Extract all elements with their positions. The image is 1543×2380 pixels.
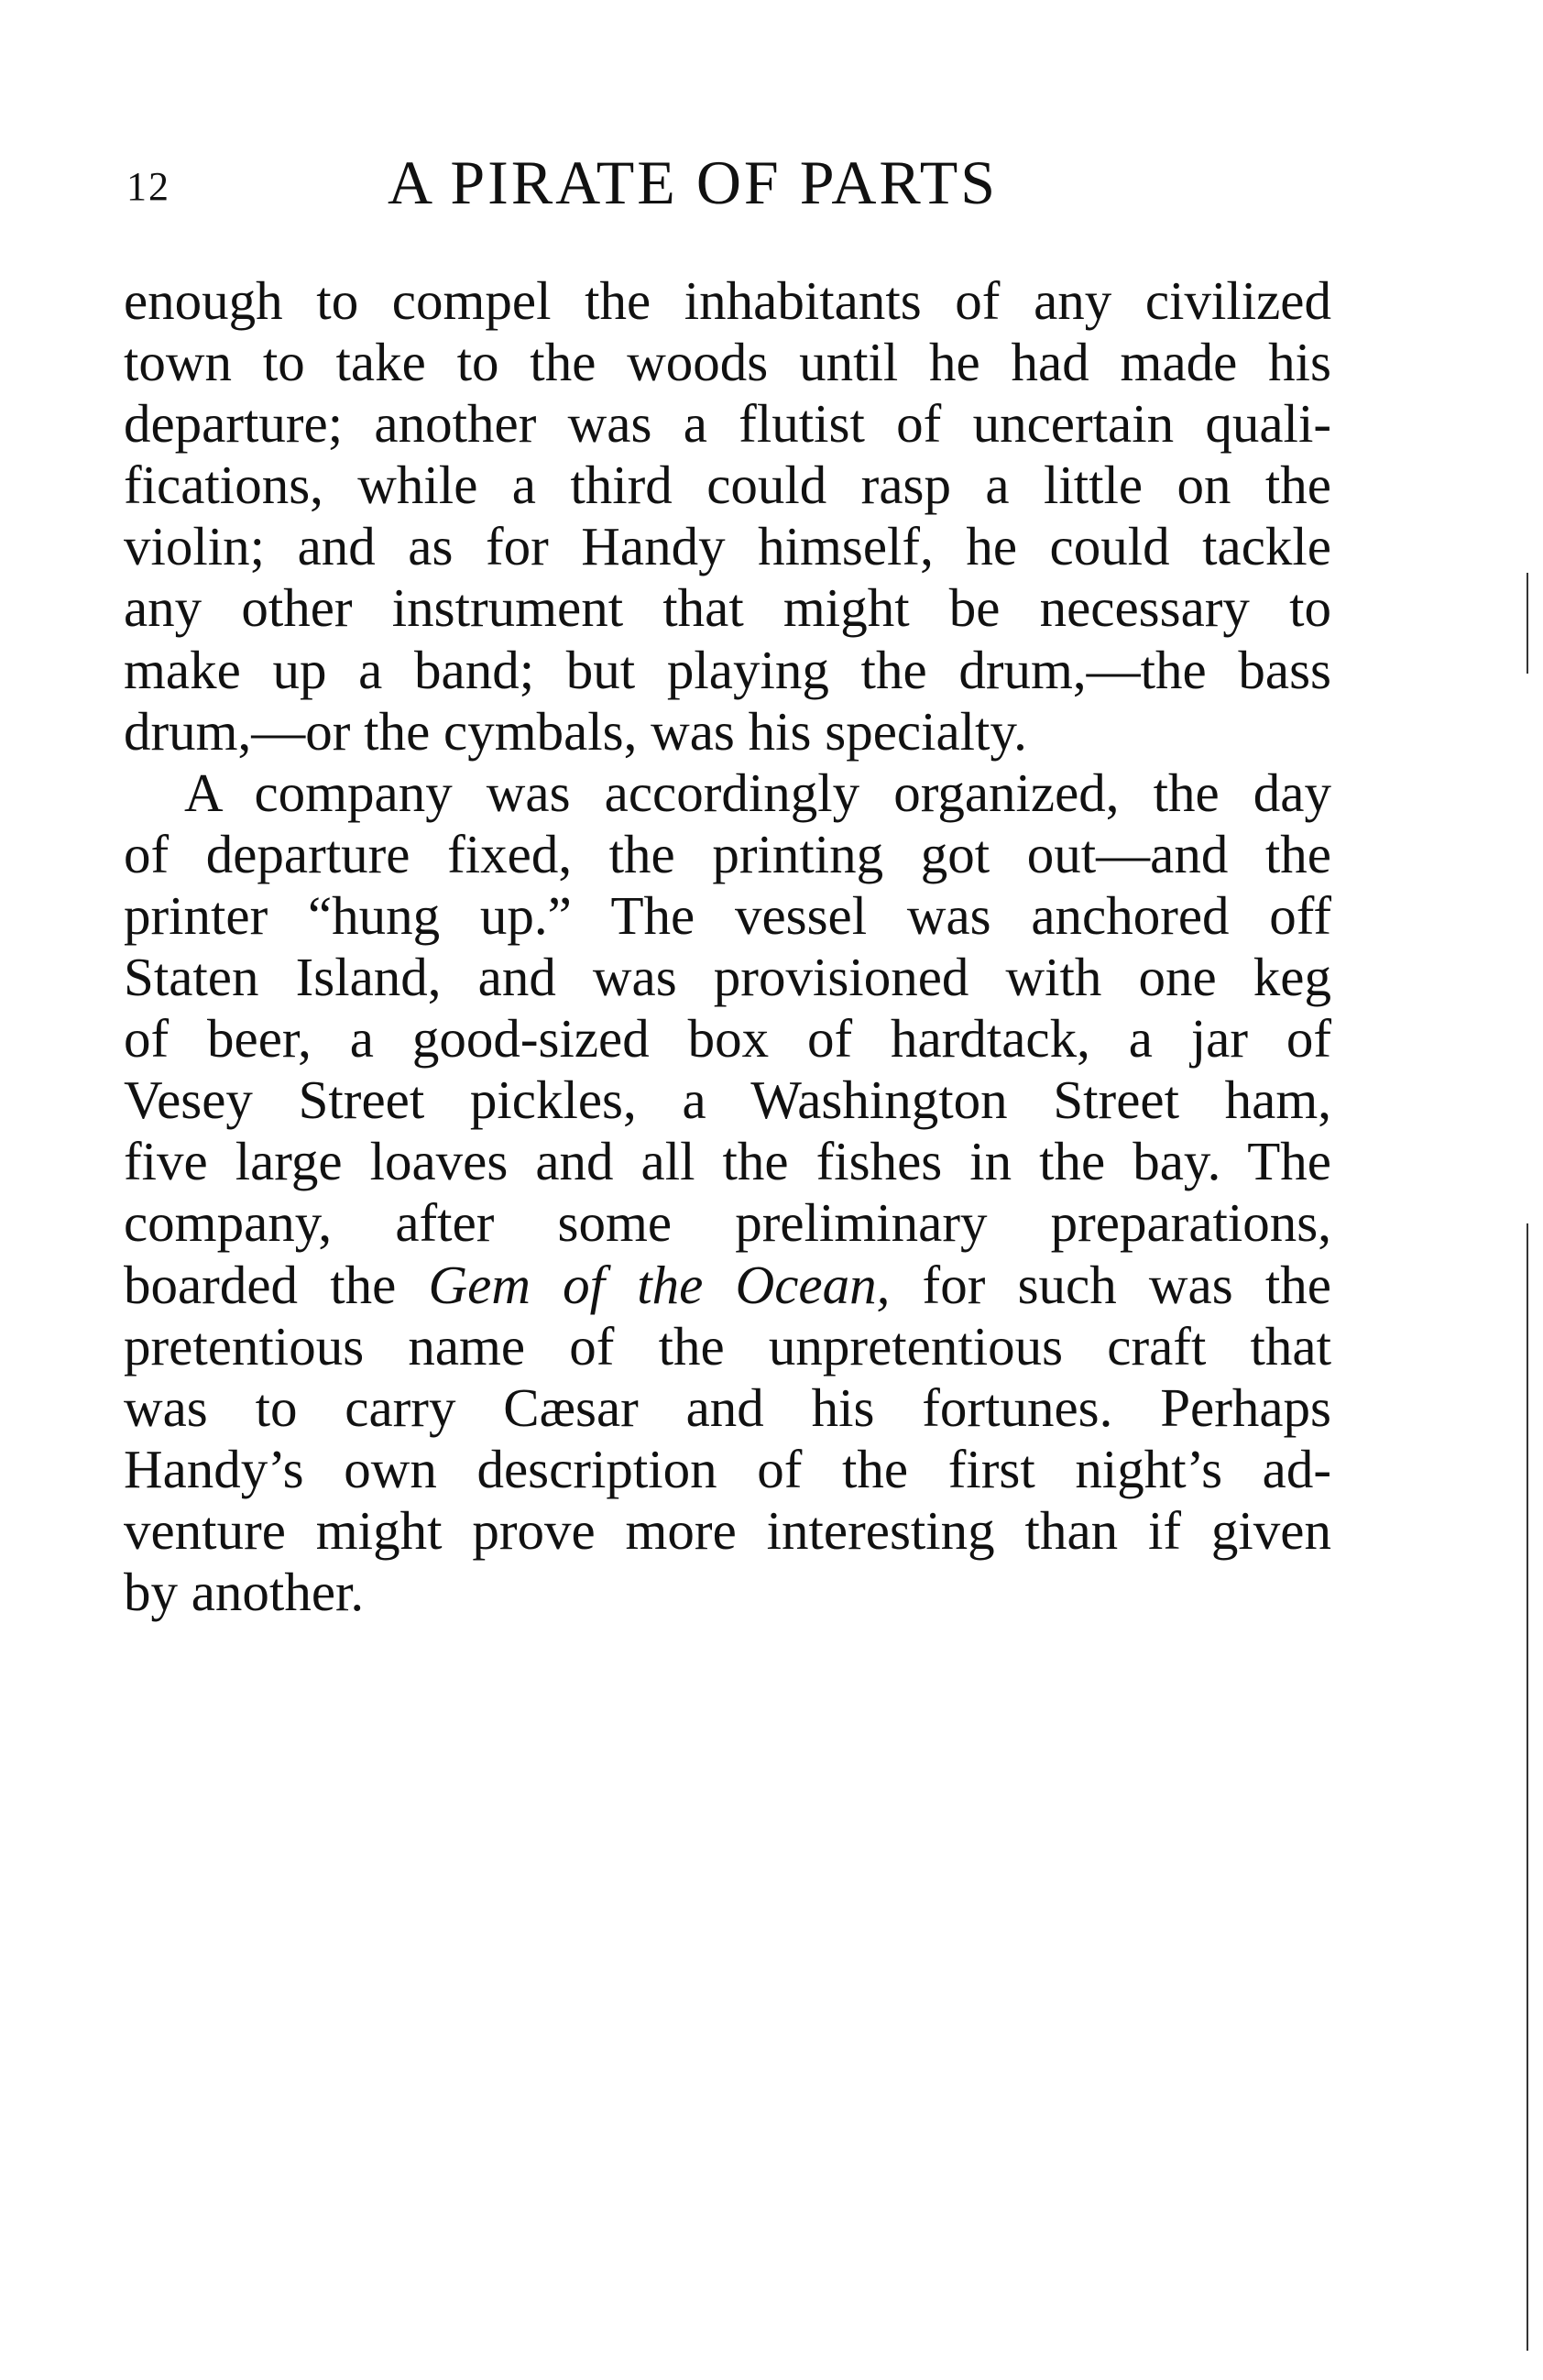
paragraph-end-line: drum,—or the cymbals, was his specialty.: [124, 700, 1027, 762]
text-line: company, after some preliminary preparations,: [124, 1192, 1331, 1254]
text-line: five large loaves and all the fishes in the bay. The: [124, 1131, 1331, 1192]
line-text-after-title: for such was the: [890, 1254, 1331, 1315]
ship-name-italic: Gem of the Ocean,: [428, 1254, 891, 1315]
text-line-with-title: [124, 1255, 1331, 1316]
text-line: Staten Island, and was provisioned with one keg: [124, 947, 1331, 1008]
line-text-before-title: boarded the: [124, 1254, 429, 1315]
scan-margin-mark: [1527, 1223, 1528, 2351]
text-line: Vesey Street pickles, a Washington Street ham,: [124, 1069, 1331, 1131]
text-line: venture might prove more interesting than if given: [124, 1499, 1331, 1561]
page-header: [126, 147, 1327, 229]
text-line: fications, while a third could rasp a little on the: [124, 455, 1331, 516]
scan-margin-mark: [1527, 573, 1528, 674]
running-head: A PIRATE OF PARTS: [388, 148, 999, 217]
text-line: of departure fixed, the printing got out—and the: [124, 823, 1331, 884]
text-line: departure; another was a flutist of uncertain quali-: [124, 393, 1331, 455]
text-line: town to take to the woods until he had made his: [124, 332, 1331, 393]
page-number: 12: [126, 164, 170, 209]
text-line: enough to compel the inhabitants of any civilized: [124, 270, 1331, 331]
text-line: any other instrument that might be necessary to: [124, 577, 1331, 639]
paragraph-end-line: by another.: [124, 1561, 365, 1622]
text-line: printer “hung up.” The vessel was anchored off: [124, 884, 1331, 946]
text-line: Handy’s own description of the first night’s ad-: [124, 1438, 1331, 1499]
text-line: of beer, a good-sized box of hardtack, a jar of: [124, 1008, 1331, 1069]
text-line: was to carry Cæsar and his fortunes. Perhaps: [124, 1376, 1331, 1438]
body-text: [124, 270, 1331, 1623]
paragraph-start-line: A company was accordingly organized, the day: [184, 762, 1331, 823]
text-line: violin; and as for Handy himself, he could tackle: [124, 516, 1331, 577]
text-line: make up a band; but playing the drum,—the bass: [124, 639, 1331, 700]
text-line: pretentious name of the unpretentious craft that: [124, 1315, 1331, 1376]
